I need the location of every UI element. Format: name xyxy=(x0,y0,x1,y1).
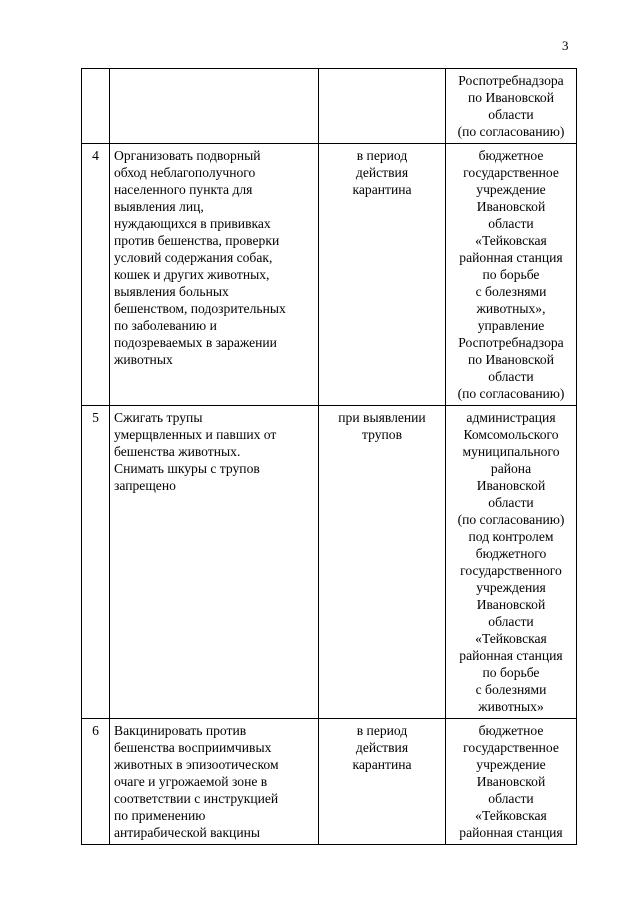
cell-text-line: кошек и других животных, xyxy=(114,267,270,282)
cell-text-line: карантина xyxy=(352,182,412,197)
cell-text-line: запрещено xyxy=(114,478,176,493)
cell-text-line: районная станция xyxy=(459,250,563,265)
measures-table xyxy=(81,68,577,845)
cell-text-line: Снимать шкуры с трупов xyxy=(114,461,260,476)
cell-text-line: бюджетное xyxy=(478,148,544,163)
cell-text-line: очаге и угрожаемой зоне в xyxy=(114,774,268,789)
cell-text-line: Ивановской xyxy=(476,478,546,493)
cell-text-line: районная станция xyxy=(459,648,563,663)
cell-text-line: района xyxy=(490,461,532,476)
cell-text-line: животных», xyxy=(476,301,546,316)
cell-text-line: Вакцинировать против xyxy=(114,723,247,738)
cell-text-line: «Тейковская xyxy=(475,808,547,823)
cell-text-line: по Ивановской xyxy=(468,352,554,367)
table-body xyxy=(82,69,577,845)
cell-text-line: администрация xyxy=(466,410,556,425)
cell-text-line: бешенства животных. xyxy=(114,444,241,459)
cell-text-line: по Ивановской xyxy=(468,90,554,105)
cell-text-line: районная станция xyxy=(459,825,563,840)
cell-text-line: соответствии с инструкцией xyxy=(114,791,279,806)
cell-text-line: бюджетного xyxy=(475,546,547,561)
cell-text-line: по заболеванию и xyxy=(114,318,217,333)
cell-text-line: карантина xyxy=(352,757,412,772)
table-row xyxy=(82,69,577,144)
cell-text-line: «Тейковская xyxy=(475,631,547,646)
row-number-cell: 5 xyxy=(82,406,110,719)
term-cell xyxy=(319,719,446,845)
cell-text-line: Организовать подворный xyxy=(114,148,261,163)
cell-text-line: в период xyxy=(356,148,408,163)
action-cell xyxy=(110,406,319,719)
cell-text-line: государственного xyxy=(460,563,562,578)
cell-text-line: трупов xyxy=(361,427,402,442)
cell-text-line: Ивановской xyxy=(476,774,546,789)
responsible-cell xyxy=(446,406,577,719)
term-cell xyxy=(319,69,446,144)
cell-text-line: по борьбе xyxy=(482,665,540,680)
cell-text-line: по применению xyxy=(114,808,206,823)
table-row xyxy=(82,406,577,719)
row-number-cell: 4 xyxy=(82,144,110,406)
cell-text-line: области xyxy=(488,495,534,510)
table-row xyxy=(82,719,577,845)
cell-text-line: учреждения xyxy=(476,580,546,595)
cell-text-line: действия xyxy=(355,165,409,180)
cell-text-line: животных» xyxy=(478,699,544,714)
cell-text-line: условий содержания собак, xyxy=(114,250,273,265)
cell-text-line: области xyxy=(488,614,534,629)
cell-text-line: области xyxy=(488,369,534,384)
cell-text-line: бюджетное xyxy=(478,723,544,738)
cell-text-line: (по согласованию) xyxy=(457,124,565,139)
cell-text-line: животных xyxy=(114,352,173,367)
cell-text-line: с болезнями xyxy=(475,284,547,299)
cell-text-line: антирабической вакцины xyxy=(114,825,261,840)
cell-text-line: по борьбе xyxy=(482,267,540,282)
cell-text-line: (по согласованию) xyxy=(457,386,565,401)
cell-text-line: учреждение xyxy=(476,182,546,197)
table-row xyxy=(82,144,577,406)
cell-text-line: обход неблагополучного xyxy=(114,165,256,180)
cell-text-line: области xyxy=(488,107,534,122)
cell-text-line: муниципального xyxy=(462,444,560,459)
cell-text-line: при выявлении xyxy=(338,410,426,425)
term-cell xyxy=(319,406,446,719)
cell-text-line: государственное xyxy=(463,165,559,180)
cell-text-line: Ивановской xyxy=(476,199,546,214)
cell-text-line: Роспотребнадзора xyxy=(458,73,564,88)
cell-text-line: области xyxy=(488,791,534,806)
cell-text-line: в период xyxy=(356,723,408,738)
action-cell xyxy=(110,69,319,144)
cell-text-line: выявления больных xyxy=(114,284,229,299)
cell-text-line: (по согласованию) xyxy=(457,512,565,527)
cell-text-line: области xyxy=(488,216,534,231)
responsible-cell xyxy=(446,144,577,406)
action-cell xyxy=(110,144,319,406)
cell-text-line: «Тейковская xyxy=(475,233,547,248)
cell-text-line: с болезнями xyxy=(475,682,547,697)
responsible-cell xyxy=(446,69,577,144)
cell-text-line: Сжигать трупы xyxy=(114,410,203,425)
cell-text-line: государственное xyxy=(463,740,559,755)
term-cell xyxy=(319,144,446,406)
row-number-cell: 6 xyxy=(82,719,110,845)
action-cell xyxy=(110,719,319,845)
cell-text-line: подозреваемых в заражении xyxy=(114,335,277,350)
cell-text-line: учреждение xyxy=(476,757,546,772)
cell-text-line: под контролем xyxy=(468,529,554,544)
cell-text-line: выявления лиц, xyxy=(114,199,204,214)
cell-text-line: Ивановской xyxy=(476,597,546,612)
cell-text-line: населенного пункта для xyxy=(114,182,253,197)
cell-text-line: управление xyxy=(477,318,545,333)
cell-text-line: умерщвленных и павших от xyxy=(114,427,277,442)
cell-text-line: Роспотребнадзора xyxy=(458,335,564,350)
cell-text-line: бешенства восприимчивых xyxy=(114,740,272,755)
cell-text-line: против бешенства, проверки xyxy=(114,233,280,248)
row-number-cell xyxy=(82,69,110,144)
cell-text-line: животных в эпизоотическом xyxy=(114,757,279,772)
responsible-cell xyxy=(446,719,577,845)
cell-text-line: нуждающихся в прививках xyxy=(114,216,271,231)
cell-text-line: бешенством, подозрительных xyxy=(114,301,286,316)
page-number: 3 xyxy=(562,38,569,53)
cell-text-line: действия xyxy=(355,740,409,755)
cell-text-line: Комсомольского xyxy=(463,427,559,442)
